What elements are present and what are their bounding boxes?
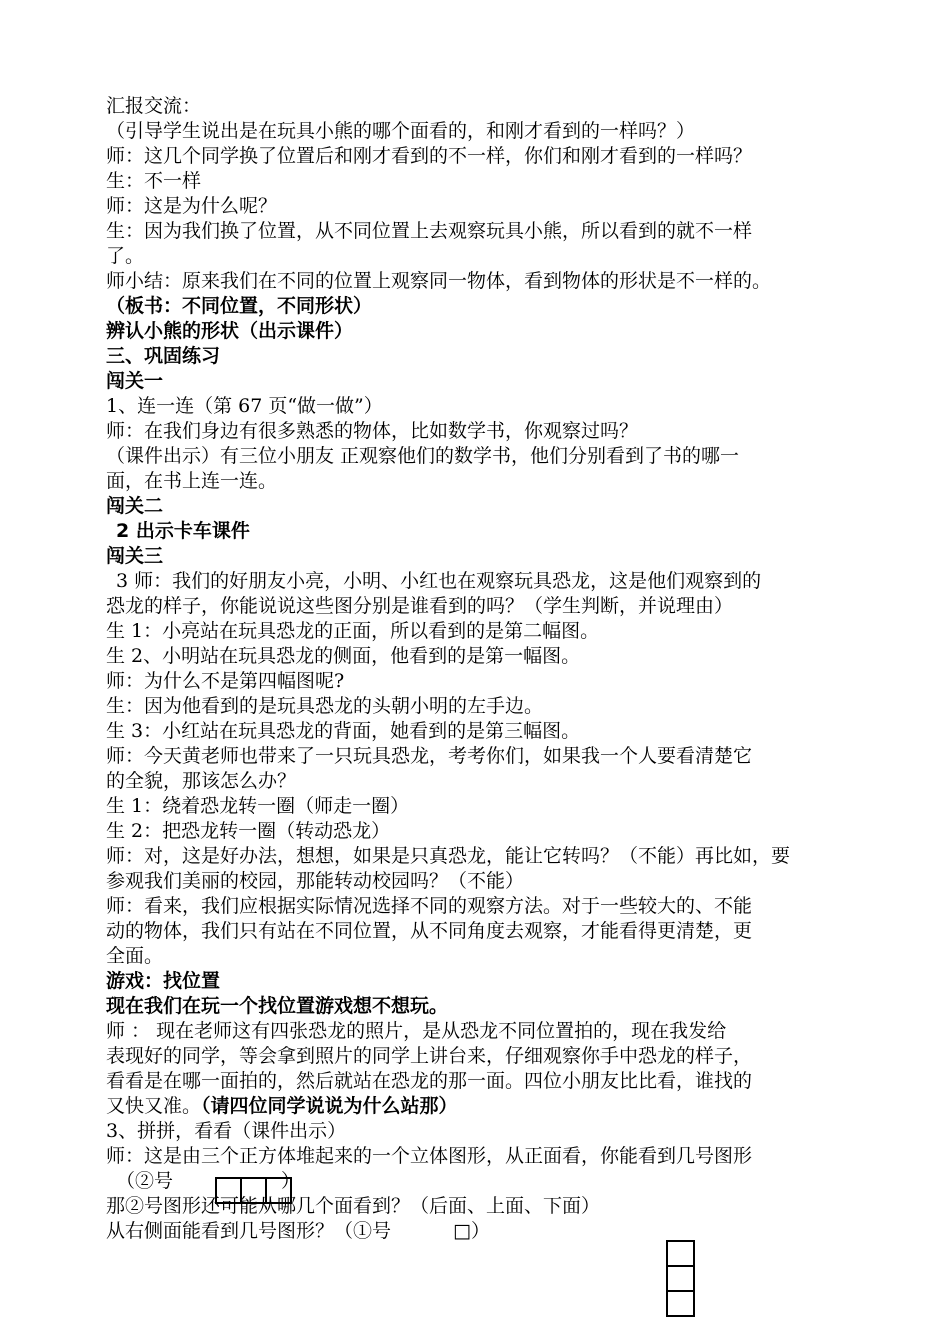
text-line: 的全貌，那该怎么办？ [106, 770, 297, 792]
text-line: 表现好的同学，等会拿到照片的同学上讲台来，仔细观察你手中恐龙的样子， [106, 1045, 753, 1067]
square-cell [666, 1290, 695, 1317]
text-line [106, 1094, 856, 1119]
text-line: 生 2：把恐龙转一圈（转动恐龙） [106, 820, 391, 842]
text-line: 师 ： 现在老师这有四张恐龙的照片，是从恐龙不同位置拍的，现在我发给 [106, 1020, 727, 1042]
text-line: 师：这是由三个正方体堆起来的一个立体图形，从正面看，你能看到几号图形 [106, 1145, 753, 1167]
text-line: （引导学生说出是在玩具小熊的哪个面看的，和刚才看到的一样吗？） [106, 120, 696, 142]
text-line-part: 又快又准。 [106, 1095, 202, 1117]
text-line: （课件出示）有三位小朋友 正观察他们的数学书，他们分别看到了书的哪一 [106, 445, 740, 467]
text-line: 师：今天黄老师也带来了一只玩具恐龙，考考你们，如果我一个人要看清楚它 [106, 745, 753, 767]
text-line: 师：这是为什么呢？ [106, 195, 278, 217]
square-cell [265, 1177, 292, 1204]
section-heading: 闯关一 [106, 370, 164, 392]
text-line: 那②号图形还可能从哪几个面看到？（后面、上面、下面） [106, 1195, 601, 1217]
text-line: 汇报交流： [106, 95, 202, 117]
text-line: 参观我们美丽的校园，那能转动校园吗？（不能） [106, 870, 525, 892]
text-line [106, 1219, 856, 1244]
square-cell [666, 1240, 695, 1267]
text-line: 1、连一连（第 67 页“做一做”） [106, 395, 383, 417]
text-line: 生：因为我们换了位置，从不同位置上去观察玩具小熊，所以看到的就不一样 [106, 220, 753, 242]
text-line: 师小结：原来我们在不同的位置上观察同一物体，看到物体的形状是不一样的。 [106, 270, 772, 292]
text-line: 生 1：小亮站在玩具恐龙的正面，所以看到的是第二幅图。 [106, 620, 600, 642]
text-line: 师：在我们身边有很多熟悉的物体，比如数学书，你观察过吗？ [106, 420, 639, 442]
three-squares-row-figure [217, 1177, 292, 1204]
text-line: 3、拼拼，看看（课件出示） [106, 1120, 347, 1142]
board-writing-line: （板书：不同位置，不同形状） [106, 295, 373, 317]
text-line: 生 3：小红站在玩具恐龙的背面，她看到的是第三幅图。 [106, 720, 581, 742]
section-heading: 闯关二 [106, 495, 164, 517]
square-cell [215, 1177, 242, 1204]
text-line: 恐龙的样子，你能说说这些图分别是谁看到的吗？（学生判断，并说理由） [106, 595, 734, 617]
text-line: 3 师：我们的好朋友小亮，小明、小红也在观察玩具恐龙，这是他们观察到的 [116, 570, 762, 592]
square-cell [666, 1265, 695, 1292]
text-line: 生 1：绕着恐龙转一圈（师走一圈） [106, 795, 410, 817]
text-line: 师：这几个同学换了位置后和刚才看到的不一样，你们和刚才看到的一样吗？ [106, 145, 753, 167]
section-heading: 现在我们在玩一个找位置游戏想不想玩。 [106, 995, 449, 1017]
answer-close: □） [453, 1220, 490, 1242]
text-line: 动的物体，我们只有站在不同位置，从不同角度去观察，才能看得更清楚，更 [106, 920, 753, 942]
square-cell [240, 1177, 267, 1204]
text-line: 生 2、小明站在玩具恐龙的侧面，他看到的是第一幅图。 [106, 645, 581, 667]
text-line: 生：因为他看到的是玩具恐龙的头朝小明的左手边。 [106, 695, 544, 717]
text-line: 看看是在哪一面拍的，然后就站在恐龙的那一面。四位小朋友比比看，谁找的 [106, 1070, 753, 1092]
bold-note: （请四位同学说说为什么站那） [201, 1095, 458, 1117]
text-line: 生：不一样 [106, 170, 202, 192]
section-heading: 游戏：找位置 [106, 970, 221, 992]
text-line: 全面。 [106, 945, 164, 967]
section-heading: 三、巩固练习 [106, 345, 221, 367]
text-line: 师：为什么不是第四幅图呢? [106, 670, 345, 692]
answer-close: ） [281, 1170, 301, 1192]
section-heading: 辨认小熊的形状（出示课件） [106, 320, 354, 342]
section-heading: 闯关三 [106, 545, 164, 567]
three-squares-column-figure [666, 1242, 695, 1317]
answer-label: 从右侧面能看到几号图形？（①号 [106, 1220, 392, 1242]
section-heading: 2 出示卡车课件 [116, 520, 250, 542]
text-line: 师：对，这是好办法，想想，如果是只真恐龙，能让它转吗？（不能）再比如，要 [106, 845, 791, 867]
text-line: 面，在书上连一连。 [106, 470, 278, 492]
text-line: 师：看来，我们应根据实际情况选择不同的观察方法。对于一些较大的、不能 [106, 895, 753, 917]
text-line: 了。 [106, 245, 145, 267]
answer-label: （②号 [116, 1170, 174, 1192]
document-body [106, 94, 856, 1244]
